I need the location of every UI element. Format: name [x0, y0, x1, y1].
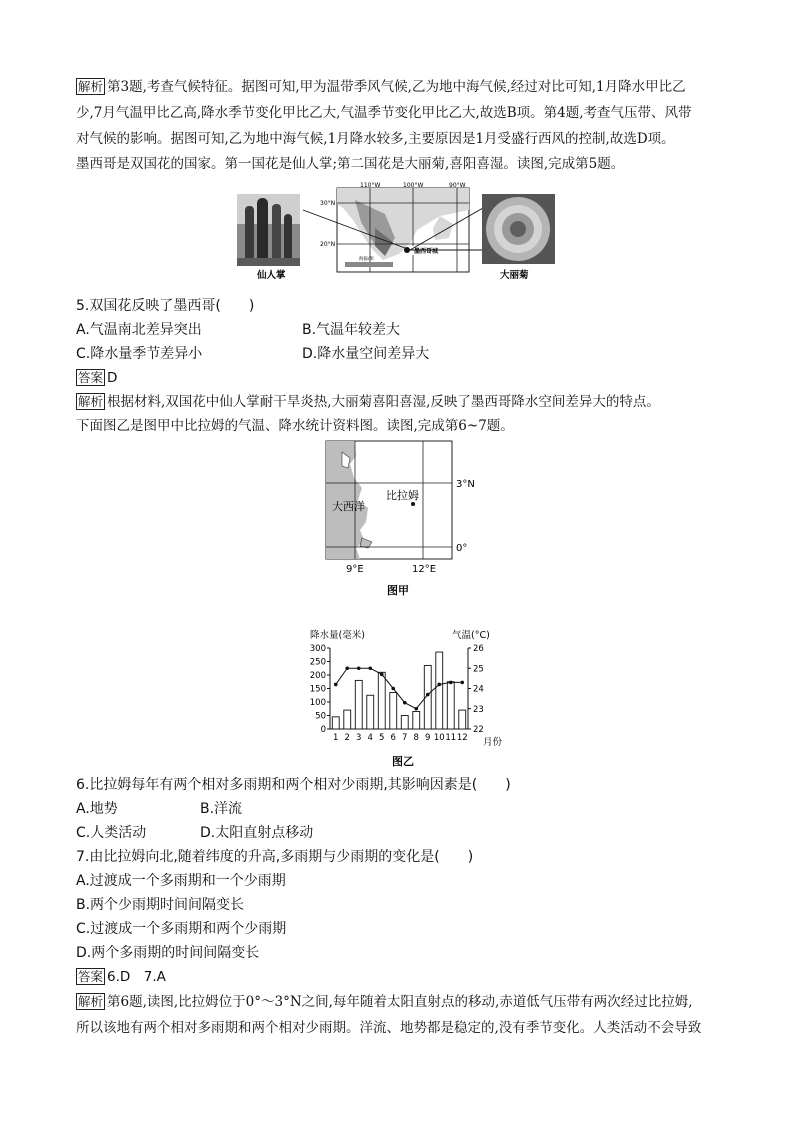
- precip-bar: [378, 672, 385, 729]
- lat-20n: 20°N: [320, 241, 336, 248]
- month-label: 4: [367, 733, 373, 743]
- month-label: 6: [390, 733, 396, 743]
- precip-bar: [447, 682, 454, 729]
- left-tick-label: 50: [315, 711, 326, 722]
- q6-option-a: A.地势: [76, 801, 118, 817]
- lon-12e: 12°E: [412, 564, 437, 575]
- temperature-point: [357, 666, 361, 670]
- q5-option-c: C.降水量季节差异小: [76, 346, 203, 362]
- temperature-point: [437, 683, 441, 687]
- intro-q6-7: 下面图乙是图甲中比拉姆的气温、降水统计资料图。读图,完成第6~7题。: [76, 418, 514, 434]
- precip-bar: [355, 680, 362, 729]
- q7-option-a: A.过渡成一个多雨期和一个少雨期: [76, 873, 286, 889]
- bilam-label: 比拉姆: [386, 489, 419, 502]
- precip-bar: [413, 711, 420, 729]
- left-tick-label: 250: [309, 657, 326, 668]
- month-label: 9: [425, 733, 431, 743]
- month-label: 12: [456, 733, 468, 743]
- lon-100w: 100°W: [403, 182, 424, 189]
- analysis-tag: 解析: [78, 394, 104, 409]
- q7-option-d: D.两个多雨期的时间间隔变长: [76, 945, 260, 961]
- map-jia-caption: 图甲: [387, 584, 409, 597]
- mexico-city-label: 墨西哥城: [414, 248, 439, 255]
- bilam-dot: [411, 502, 415, 506]
- q6-7-answer: 答案 6.D 7.A: [78, 969, 166, 985]
- temperature-point: [403, 701, 407, 705]
- temperature-point: [426, 693, 430, 697]
- precip-bar: [367, 695, 374, 729]
- q5-analysis: 解析 根据材料,双国花中仙人掌耐干旱炎热,大丽菊喜阳喜湿,反映了墨西哥降水空间差异大的特点。: [78, 394, 660, 410]
- temperature-point: [334, 683, 338, 687]
- month-label: 2: [344, 733, 350, 743]
- lat-0: 0°: [456, 543, 468, 554]
- left-tick-label: 100: [309, 698, 326, 708]
- analysis-line-3: 对气候的影响。据图可知,乙为地中海气候,1月降水较多,主要原因是1月受盛行西风的控制,故选D项。: [76, 131, 675, 147]
- left-tick-label: 200: [309, 671, 326, 681]
- month-label: 10: [433, 733, 445, 743]
- lon-9e: 9°E: [346, 564, 364, 575]
- y-left-label: 降水量(毫米): [310, 630, 365, 641]
- q5-stem: 5.双国花反映了墨西哥( ): [76, 298, 255, 314]
- analysis-tag: 解析: [78, 994, 104, 1009]
- analysis-tag: 解析: [78, 79, 104, 94]
- lat-3n: 3°N: [456, 479, 475, 490]
- precip-bar: [332, 717, 339, 729]
- q7-stem: 7.由比拉姆向北,随着纬度的升高,多雨期与少雨期的变化是( ): [76, 849, 474, 865]
- precip-bar: [401, 716, 408, 730]
- month-label: 8: [413, 733, 419, 743]
- lon-90w: 90°W: [449, 182, 466, 189]
- intro-q5: 墨西哥是双国花的国家。第一国花是仙人掌;第二国花是大丽菊,喜阳喜湿。读图,完成第5题。: [76, 156, 625, 172]
- answer-tag: 答案: [78, 969, 104, 984]
- right-tick-label: 24: [473, 684, 484, 695]
- precip-bar: [436, 652, 443, 729]
- chart-yi-caption: 图乙: [392, 755, 414, 768]
- cactus-caption: 仙人掌: [257, 270, 286, 281]
- temperature-point: [391, 687, 395, 691]
- y-right-label: 气温(°C): [452, 630, 490, 641]
- right-tick-label: 22: [473, 725, 484, 735]
- month-label: 7: [402, 733, 408, 743]
- q5-option-d: D.降水量空间差异大: [302, 346, 430, 362]
- atlantic-label: 大西洋: [332, 500, 365, 513]
- q5-answer: 答案 D: [78, 370, 118, 386]
- lat-30n: 30°N: [320, 200, 336, 207]
- dahlia-caption: 大丽菊: [500, 270, 529, 281]
- precip-bar: [344, 710, 351, 729]
- cactus-photo: [237, 194, 300, 266]
- lon-110w: 110°W: [360, 182, 381, 189]
- left-tick-label: 0: [320, 725, 326, 735]
- left-tick-label: 150: [309, 684, 326, 695]
- analysis-line-2: 少,7月气温甲比乙高,降水季节变化甲比乙大,气温季节变化甲比乙大,故选B项。第4题,考查气压带、风带: [76, 105, 692, 121]
- left-tick-label: 300: [309, 644, 326, 654]
- q7-option-c: C.过渡成一个多雨期和两个少雨期: [76, 921, 287, 937]
- answer-tag: 答案: [78, 370, 104, 385]
- right-tick-label: 26: [473, 644, 484, 654]
- precip-bar: [390, 693, 397, 729]
- q6-7-analysis-line-2: 所以该地有两个相对多雨期和两个相对少雨期。洋流、地势都是稳定的,没有季节变化。人类活动不会导致: [76, 1020, 702, 1036]
- q6-option-b: B.洋流: [200, 801, 243, 817]
- right-tick-label: 23: [473, 704, 484, 715]
- temperature-point: [380, 673, 384, 677]
- q6-stem: 6.比拉姆每年有两个相对多雨期和两个相对少雨期,其影响因素是( ): [76, 777, 511, 793]
- precip-bar: [459, 710, 466, 729]
- mexico-figure: [235, 180, 560, 285]
- q5-option-b: B.气温年较差大: [302, 322, 401, 338]
- temperature-point: [345, 666, 349, 670]
- month-label: 5: [379, 733, 385, 743]
- dahlia-photo: [482, 194, 555, 264]
- climate-chart: [300, 625, 503, 770]
- q5-option-a: A.气温南北差异突出: [76, 322, 202, 338]
- x-unit-label: 月份: [483, 737, 503, 748]
- temperature-point: [368, 666, 372, 670]
- right-tick-label: 25: [473, 664, 484, 675]
- elevation-legend: 海拔/米: [359, 257, 375, 262]
- month-label: 11: [445, 733, 457, 743]
- month-label: 1: [333, 733, 339, 743]
- q6-option-d: D.太阳直射点移动: [200, 825, 314, 841]
- temperature-line: [336, 668, 463, 709]
- analysis-line-1: 解析 第3题,考查气候特征。据图可知,甲为温带季风气候,乙为地中海气候,经过对比可知,1月降水甲比乙: [78, 79, 686, 95]
- temperature-point: [414, 707, 418, 711]
- temperature-point: [460, 681, 464, 685]
- q7-option-b: B.两个少雨期时间间隔变长: [76, 897, 245, 913]
- month-label: 3: [356, 733, 362, 743]
- bilam-map: [320, 438, 490, 600]
- temperature-point: [449, 681, 453, 685]
- q6-option-c: C.人类活动: [76, 825, 147, 841]
- q6-7-analysis-line-1: 解析 第6题,读图,比拉姆位于0°～3°N之间,每年随着太阳直射点的移动,赤道低气压带有两次经过比拉姆,: [78, 994, 693, 1010]
